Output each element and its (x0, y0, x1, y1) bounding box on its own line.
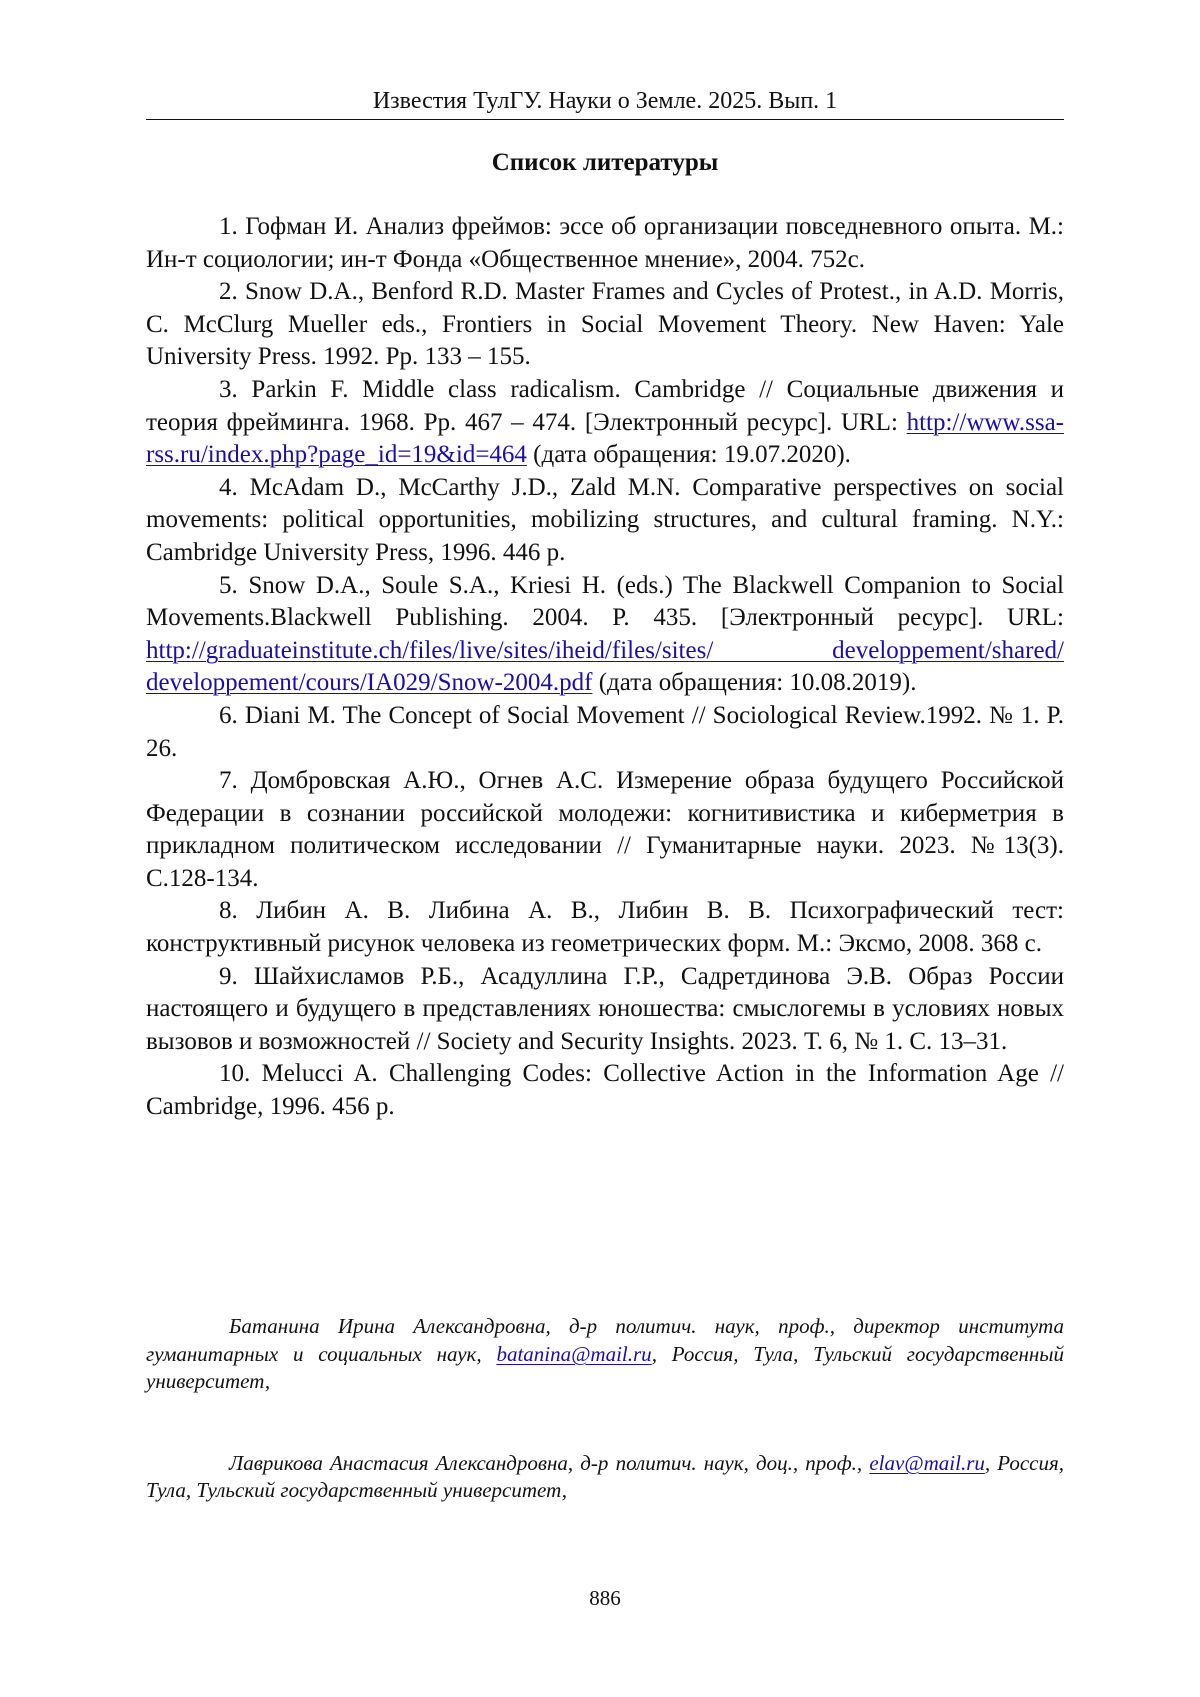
reference-item-8: 8. Либин А. В. Либина А. В., Либин В. В. Психографический тест: конструктивный рисунок человека из геометрических форм. М.: Эксмо, 2008. 368 с. (146, 897, 1064, 958)
reference-item-1: 1. Гофман И. Анализ фреймов: эссе об организации повседневного опыта. М.: Ин-т социологии; ин-т Фонда «Общественное мнение», 2004. 752с. (146, 213, 1064, 273)
reference-item-6: 6. Diani M. The Concept of Social Movement // Sociological Review.1992. № 1. P. 26. (146, 701, 1064, 762)
author-batanina-email[interactable]: batanina@mail.ru (496, 1341, 652, 1366)
reference-5-access-date: (дата обращения: 10.08.2019). (592, 669, 917, 697)
page-number: 886 (589, 1586, 621, 1610)
reference-list (146, 211, 1064, 1124)
section-title: Список литературы (491, 149, 719, 176)
reference-3-link[interactable]: http://www.ssa-rss.ru/index.php?page_id=19&id=464 (146, 408, 1064, 469)
reference-5-text: 5. Snow D.A., Soule S.A., Kriesi H. (eds.) The Blackwell Companion to Social Movements.Blackwell Publishing. 2004. P. 435. [Электронный ресурс]. URL: (146, 571, 1064, 632)
reference-3-text: 3. Parkin F. Middle class radicalism. Cambridge // Социальные движения и теория фрейминга. 1968. Pp. 467 – 474. [Электронный ресурс]. URL: (146, 375, 1064, 436)
reference-item-7: 7. Домбровская А.Ю., Огнев А.С. Измерение образа будущего Российской Федерации в сознании российской молодежи: когнитивистика и киберметрия в прикладном политическом исследовании // Гуманитарные науки. 2023. №13(3). С.128-134. (146, 767, 1064, 892)
reference-item-5 (146, 570, 1064, 700)
running-header: Известия ТулГУ. Науки о Земле. 2025. Вып. 1 (372, 88, 838, 114)
header-rule (146, 119, 1064, 120)
author-lavrikova-details: Лаврикова Анастасия Александровна, д-р политич. наук, доц., проф., (229, 1450, 870, 1475)
journal-page (146, 0, 1064, 1697)
author-batanina (146, 1313, 1064, 1396)
reference-5-link[interactable]: http://graduateinstitute.ch/files/live/sites/iheid/files/sites/ developpement/shared/ developpement/cours/IA029/Snow-2004.pdf (146, 636, 1064, 697)
reference-item-3 (146, 374, 1064, 472)
author-lavrikova-affiliation: , Россия, Тула, Тульский государственный университет, (146, 1450, 1064, 1502)
author-lavrikova (146, 1450, 1064, 1505)
reference-3-access-date: (дата обращения: 19.07.2020). (526, 441, 851, 469)
reference-item-2: 2. Snow D.A., Benford R.D. Master Frames and Cycles of Protest., in A.D. Morris, C. McClurg Mueller eds., Frontiers in Social Movement Theory. New Haven: Yale University Press. 1992. Pp. 133 – 155. (146, 278, 1064, 371)
author-lavrikova-email[interactable]: elav@mail.ru (869, 1450, 985, 1475)
reference-item-4: 4. McAdam D., McCarthy J.D., Zald M.N. Comparative perspectives on social movements: political opportunities, mobilizing structures, and cultural framing. N.Y.: Cambridge University Press, 1996. 446 p. (146, 473, 1064, 566)
author-batanina-details: Батанина Ирина Александровна, д-р политич. наук, проф., директор института гуманитарных и социальных наук, (146, 1314, 1064, 1366)
reference-item-10: 10. Melucci A. Challenging Codes: Collective Action in the Information Age // Cambridge, 1996. 456 p. (146, 1060, 1064, 1121)
author-batanina-affiliation: , Россия, Тула, Тульский государственный университет, (146, 1341, 1065, 1393)
author-info (146, 1313, 1064, 1559)
reference-item-9: 9. Шайхисламов Р.Б., Асадуллина Г.Р., Садретдинова Э.В. Образ России настоящего и будущего в представлениях юношества: смыслогемы в условиях новых вызовов и возможностей // Society and Security Insights. 2023. Т. 6, № 1. С. 13–31. (146, 962, 1064, 1055)
